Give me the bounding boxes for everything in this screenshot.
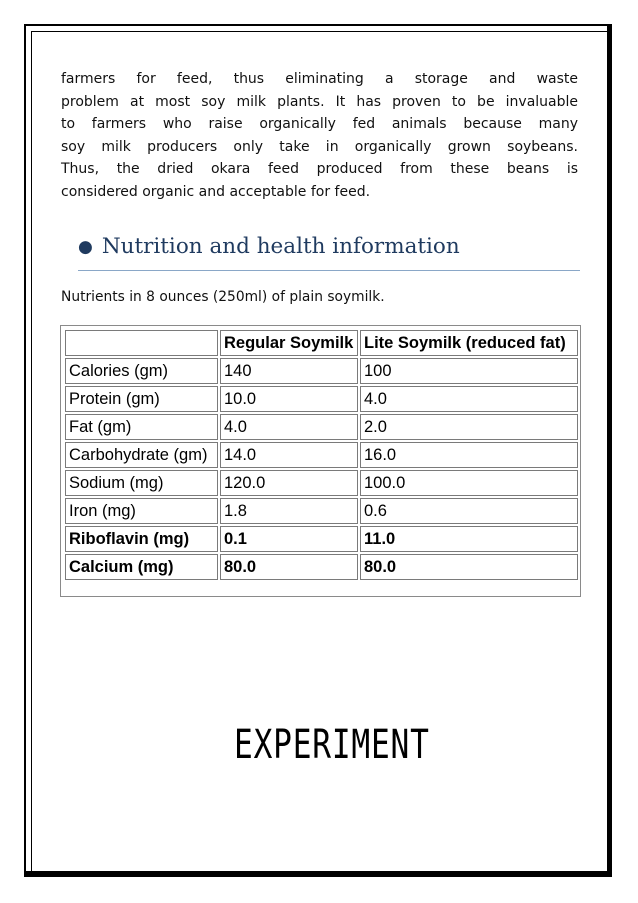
- table-cell: 0.1: [220, 526, 358, 552]
- table-cell: Calcium (mg): [65, 554, 218, 580]
- table-cell: Carbohydrate (gm): [65, 442, 218, 468]
- paragraph-line: farmers for feed, thus eliminating a storage and waste: [61, 71, 578, 87]
- table-header-cell: [65, 330, 218, 356]
- table-cell: Protein (gm): [65, 386, 218, 412]
- table-cell: 80.0: [220, 554, 358, 580]
- page-border-shadow-right: [608, 24, 612, 877]
- table-header-cell: Lite Soymilk (reduced fat): [360, 330, 578, 356]
- page-border-shadow-bottom: [24, 873, 612, 877]
- table-row: [65, 498, 578, 524]
- paragraph-line: soy milk producers only take in organically grown soybeans.: [61, 138, 578, 155]
- table-cell: 100: [360, 358, 578, 384]
- table-row: [65, 358, 578, 384]
- bullet-icon: ●: [78, 236, 93, 257]
- table-cell: 10.0: [220, 386, 358, 412]
- table-cell: 14.0: [220, 442, 358, 468]
- table-cell: Calories (gm): [65, 358, 218, 384]
- table-cell: 2.0: [360, 414, 578, 440]
- heading-underline: [78, 270, 580, 271]
- table-cell: 140: [220, 358, 358, 384]
- table-header-cell: Regular Soymilk: [220, 330, 358, 356]
- table-cell: 4.0: [220, 414, 358, 440]
- nutrition-table-frame: [60, 325, 581, 597]
- table-cell: Iron (mg): [65, 498, 218, 524]
- nutrition-table: [63, 328, 580, 582]
- table-cell: 80.0: [360, 554, 578, 580]
- paragraph-line: problem at most soy milk plants. It has proven to be invaluable: [61, 93, 578, 110]
- table-row: [65, 470, 578, 496]
- table-cell: Riboflavin (mg): [65, 526, 218, 552]
- experiment-title: EXPERIMENT: [234, 722, 430, 768]
- table-row: [65, 442, 578, 468]
- paragraph-line: to farmers who raise organically fed animals because many: [61, 116, 578, 133]
- table-header-row: [65, 330, 578, 356]
- table-caption: Nutrients in 8 ounces (250ml) of plain soymilk.: [61, 289, 385, 305]
- paragraph-line: Thus, the dried okara feed produced from these beans is: [61, 161, 578, 178]
- table-row: [65, 414, 578, 440]
- table-cell: Sodium (mg): [65, 470, 218, 496]
- section-heading-text: Nutrition and health information: [101, 234, 460, 259]
- table-cell: Fat (gm): [65, 414, 218, 440]
- table-cell: 120.0: [220, 470, 358, 496]
- table-cell: 1.8: [220, 498, 358, 524]
- body-paragraph: [61, 68, 578, 204]
- table-row: [65, 526, 578, 552]
- table-row: [65, 554, 578, 580]
- table-cell: 11.0: [360, 526, 578, 552]
- table-cell: 100.0: [360, 470, 578, 496]
- paragraph-line: considered organic and acceptable for feed.: [61, 183, 371, 200]
- table-cell: 4.0: [360, 386, 578, 412]
- table-cell: 0.6: [360, 498, 578, 524]
- table-row: [65, 386, 578, 412]
- table-cell: 16.0: [360, 442, 578, 468]
- section-heading: [78, 234, 580, 259]
